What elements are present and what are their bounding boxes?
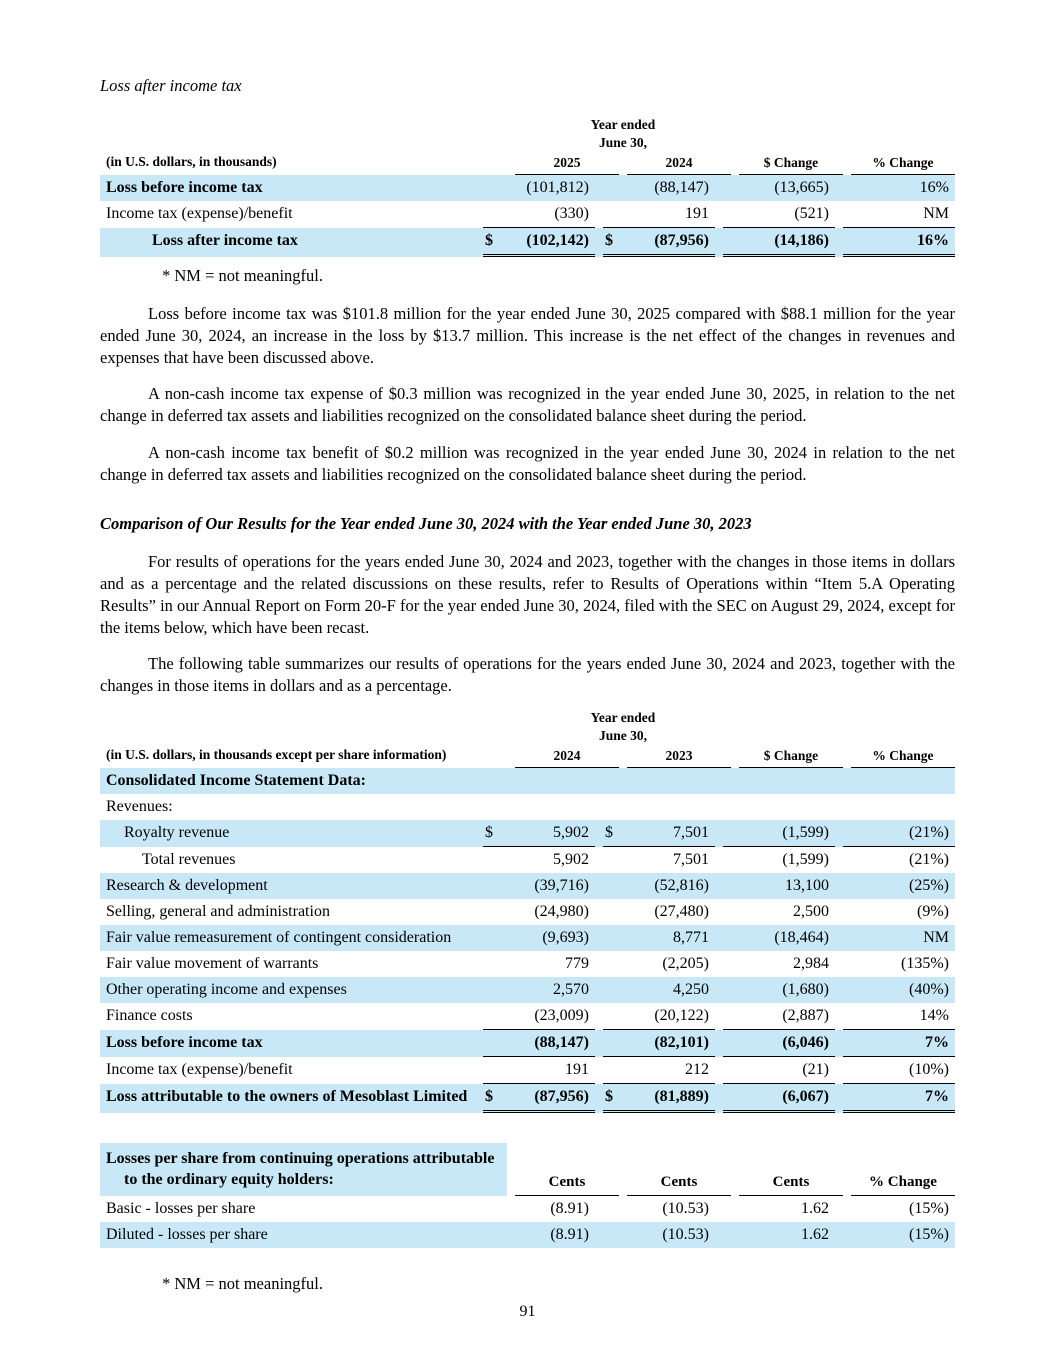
cell-value <box>483 977 595 1003</box>
cell-value <box>843 794 955 820</box>
cell-value <box>603 1222 715 1248</box>
cell-text: (88,147) <box>654 178 709 196</box>
row-label: Loss after income tax <box>152 231 298 249</box>
cell-value <box>843 1057 955 1084</box>
column-header-dollar-change: $ Change <box>739 153 843 175</box>
row-label: Revenues: <box>106 798 173 816</box>
cell-text: (13,665) <box>774 178 829 196</box>
cell-value <box>603 1030 715 1057</box>
column-header-percent-change: % Change <box>851 746 955 768</box>
cell-value <box>603 228 715 257</box>
currency-symbol: $ <box>485 231 493 249</box>
cell-text: (2,887) <box>782 1007 829 1025</box>
cell-value <box>603 768 715 794</box>
cell-value <box>603 1003 715 1030</box>
cell-text: 191 <box>685 204 709 222</box>
paragraph: Loss before income tax was $101.8 million for the year ended June 30, 2025 compared with $88.1 million for the year ended June 30, 2024, an increase in the loss by $13.7 million. This increase is the net effect of the changes in revenues and expenses that have been discussed above. <box>100 303 955 368</box>
period-line2: June 30, <box>598 727 647 743</box>
paragraph: For results of operations for the years ended June 30, 2024 and 2023, together with the changes in those items in dollars and as a percentage and the related discussions on these results, refer to Results of Operations within “Item 5.A Operating Results” in our Annual Report on Form 20-F for the year ended June 30, 2024, filed with the SEC on August 29, 2024, except for the items below, which have been recast. <box>100 551 955 638</box>
cell-value <box>603 873 715 899</box>
column-header-2025: 2025 <box>515 153 619 175</box>
cell-value <box>483 1057 595 1084</box>
cell-value <box>723 951 835 977</box>
cell-value <box>723 873 835 899</box>
cell-value <box>843 768 955 794</box>
cell-text: 8,771 <box>673 929 709 947</box>
cell-text: (9%) <box>917 903 949 921</box>
cell-text: 7,501 <box>673 851 709 869</box>
cell-text: (15%) <box>909 1225 949 1243</box>
spacer <box>739 116 843 151</box>
row-label: Total revenues <box>142 851 236 869</box>
table-row <box>100 201 955 228</box>
column-header-cents-3: Cents <box>739 1171 843 1196</box>
cell-text: (21%) <box>909 824 949 842</box>
cell-text: (14,186) <box>774 231 829 249</box>
cell-text: 191 <box>565 1061 589 1079</box>
table-row <box>100 925 955 951</box>
cell-text: (24,980) <box>534 903 589 921</box>
table-rows <box>100 175 955 257</box>
cell-text: NM <box>923 929 949 947</box>
cell-value <box>603 820 715 847</box>
cell-text: 7% <box>925 1088 949 1106</box>
cell-text: 212 <box>685 1061 709 1079</box>
cell-text: (52,816) <box>654 877 709 895</box>
table-column-headers <box>100 744 955 768</box>
cell-text: (101,812) <box>526 178 589 196</box>
row-label: Consolidated Income Statement Data: <box>106 772 366 790</box>
cell-text: (25%) <box>909 877 949 895</box>
period-label <box>515 116 731 151</box>
table-column-headers <box>100 151 955 175</box>
row-label: Loss before income tax <box>106 178 263 196</box>
column-header-dollar-change: $ Change <box>739 746 843 768</box>
column-header-2024: 2024 <box>627 153 731 175</box>
cell-text: 2,984 <box>793 955 829 973</box>
table-row <box>100 873 955 899</box>
cell-value <box>843 1222 955 1248</box>
cell-text: 1.62 <box>801 1225 829 1243</box>
cell-text: (10%) <box>909 1061 949 1079</box>
table-row <box>100 794 955 820</box>
cell-text: (20,122) <box>654 1007 709 1025</box>
table-row <box>100 977 955 1003</box>
cell-text: (6,067) <box>782 1088 829 1106</box>
cell-value <box>483 768 595 794</box>
footnote-nm: * NM = not meaningful. <box>162 265 323 285</box>
row-label: Diluted - losses per share <box>106 1225 268 1243</box>
cell-value <box>723 1222 835 1248</box>
cell-text: (102,142) <box>526 231 589 249</box>
cell-value <box>843 1196 955 1222</box>
currency-symbol: $ <box>485 1088 493 1106</box>
row-label: Royalty revenue <box>124 824 230 842</box>
cell-value <box>483 175 595 201</box>
cell-value <box>843 201 955 228</box>
cell-value <box>843 1030 955 1057</box>
cell-value <box>723 201 835 228</box>
cell-value <box>603 175 715 201</box>
period-label <box>515 709 731 744</box>
cell-value <box>723 794 835 820</box>
cell-text: (10.53) <box>662 1225 709 1243</box>
cell-value <box>603 794 715 820</box>
cell-text: (88,147) <box>534 1034 589 1052</box>
table-row <box>100 847 955 873</box>
cell-text: (8.91) <box>550 1199 589 1217</box>
cell-value <box>843 228 955 257</box>
cell-value <box>603 1196 715 1222</box>
losses-per-share-header <box>100 1143 507 1195</box>
cell-value <box>483 228 595 257</box>
column-header-percent-change: % Change <box>851 1171 955 1196</box>
cell-text: (21) <box>802 1061 829 1079</box>
cell-text: (8.91) <box>550 1225 589 1243</box>
table-row <box>100 1030 955 1057</box>
cell-value <box>483 847 595 873</box>
cell-text: 14% <box>919 1007 949 1025</box>
table-row <box>100 768 955 794</box>
cell-value <box>483 951 595 977</box>
cell-text: (10.53) <box>662 1199 709 1217</box>
cell-text: (23,009) <box>534 1007 589 1025</box>
cell-text: (1,599) <box>782 851 829 869</box>
currency-symbol: $ <box>605 231 613 249</box>
table-row <box>100 1057 955 1084</box>
cell-value <box>723 175 835 201</box>
table-row <box>100 899 955 925</box>
spacer <box>100 116 507 151</box>
cell-value <box>843 873 955 899</box>
cell-text: 5,902 <box>553 851 589 869</box>
unit-label: (in U.S. dollars, in thousands except per share information) <box>106 747 447 763</box>
cell-text: 2,570 <box>553 981 589 999</box>
paragraph: A non-cash income tax benefit of $0.2 million was recognized in the year ended June 30, 2024 in relation to the net change in deferred tax assets and liabilities recognized on the consolidated balance sheet during the period. <box>100 442 955 484</box>
cell-text: NM <box>923 204 949 222</box>
row-label: Loss before income tax <box>106 1034 263 1052</box>
table-rows <box>100 768 955 1113</box>
column-header-percent-change: % Change <box>851 153 955 175</box>
column-header-cents-2: Cents <box>627 1171 731 1196</box>
cell-value <box>843 847 955 873</box>
cell-value <box>603 925 715 951</box>
cell-value <box>483 1030 595 1057</box>
cell-text: (15%) <box>909 1199 949 1217</box>
row-label: Fair value movement of warrants <box>106 955 319 973</box>
header-line2: to the ordinary equity holders: <box>124 1171 334 1189</box>
section-heading-loss-after-income-tax: Loss after income tax <box>100 76 242 95</box>
cell-text: (9,693) <box>542 929 589 947</box>
table-period-header <box>100 116 955 151</box>
column-header-2024: 2024 <box>515 746 619 768</box>
cell-text: (135%) <box>901 955 949 973</box>
cell-text: 2,500 <box>793 903 829 921</box>
cell-text: (87,956) <box>534 1088 589 1106</box>
cell-value <box>843 899 955 925</box>
unit-label: (in U.S. dollars, in thousands) <box>106 154 277 170</box>
cell-value <box>603 951 715 977</box>
currency-symbol: $ <box>605 1088 613 1106</box>
cell-value <box>483 1084 595 1113</box>
cell-value <box>603 847 715 873</box>
footnote-nm: * NM = not meaningful. <box>162 1273 323 1293</box>
cell-text: (1,599) <box>782 824 829 842</box>
cell-text: (82,101) <box>654 1034 709 1052</box>
spacer <box>739 709 843 744</box>
row-label: Income tax (expense)/benefit <box>106 204 293 222</box>
spacer <box>851 709 955 744</box>
table-period-header <box>100 709 955 744</box>
cell-text: 7% <box>925 1034 949 1052</box>
cell-value <box>723 847 835 873</box>
cell-text: (6,046) <box>782 1034 829 1052</box>
cell-value <box>483 820 595 847</box>
cell-text: 5,902 <box>553 824 589 842</box>
cell-text: 1.62 <box>801 1199 829 1217</box>
header-line1: Losses per share from continuing operations attributable <box>106 1150 495 1168</box>
section-heading-comparison: Comparison of Our Results for the Year ended June 30, 2024 with the Year ended June 30, 2023 <box>100 513 752 533</box>
row-label: Other operating income and expenses <box>106 981 347 999</box>
currency-symbol: $ <box>485 824 493 842</box>
period-line1: Year ended <box>590 117 656 132</box>
table-row <box>100 1196 955 1222</box>
cell-value <box>723 1030 835 1057</box>
cell-value <box>843 1003 955 1030</box>
table-row <box>100 1003 955 1030</box>
row-label: Research & development <box>106 877 268 895</box>
row-label: Selling, general and administration <box>106 903 330 921</box>
cell-value <box>723 925 835 951</box>
cell-text: 16% <box>917 231 949 249</box>
cell-value <box>603 1084 715 1113</box>
loss-after-income-tax-table <box>100 116 955 257</box>
table-column-headers <box>100 1143 955 1195</box>
cell-value <box>483 925 595 951</box>
table-rows <box>100 1196 955 1248</box>
cell-text: (39,716) <box>534 877 589 895</box>
row-label: Loss attributable to the owners of Mesoblast Limited <box>106 1088 468 1106</box>
row-label: Income tax (expense)/benefit <box>106 1061 293 1079</box>
period-line1: Year ended <box>590 710 656 726</box>
cell-value <box>843 1084 955 1113</box>
row-label: Basic - losses per share <box>106 1199 256 1217</box>
cell-value <box>723 1057 835 1084</box>
cell-value <box>843 175 955 201</box>
losses-per-share-table <box>100 1143 955 1247</box>
table-row <box>100 228 955 257</box>
spacer <box>100 709 507 744</box>
page-number: 91 <box>519 1303 536 1320</box>
cell-value <box>723 1196 835 1222</box>
cell-text: 4,250 <box>673 981 709 999</box>
cell-value <box>603 899 715 925</box>
cell-value <box>723 768 835 794</box>
cell-value <box>723 1003 835 1030</box>
cell-value <box>483 1222 595 1248</box>
cell-text: (18,464) <box>774 929 829 947</box>
cell-text: 779 <box>565 955 589 973</box>
cell-value <box>483 1003 595 1030</box>
cell-value <box>843 977 955 1003</box>
table-row <box>100 1084 955 1113</box>
cell-value <box>843 925 955 951</box>
cell-value <box>723 1084 835 1113</box>
cell-value <box>843 820 955 847</box>
column-header-cents-1: Cents <box>515 1171 619 1196</box>
cell-value <box>723 228 835 257</box>
paragraph: The following table summarizes our results of operations for the years ended June 30, 2024 and 2023, together with the changes in those items in dollars and as a percentage. <box>100 654 955 696</box>
cell-text: 13,100 <box>785 877 829 895</box>
cell-value <box>483 873 595 899</box>
table-row <box>100 820 955 847</box>
cell-value <box>723 820 835 847</box>
cell-value <box>483 899 595 925</box>
row-label: Fair value remeasurement of contingent consideration <box>106 929 452 947</box>
table-row <box>100 175 955 201</box>
cell-text: (1,680) <box>782 981 829 999</box>
cell-text: (27,480) <box>654 903 709 921</box>
table-row <box>100 951 955 977</box>
period-line2: June 30, <box>598 134 647 150</box>
cell-text: (81,889) <box>654 1088 709 1106</box>
cell-text: 16% <box>919 178 949 196</box>
cell-value <box>843 951 955 977</box>
cell-value <box>483 201 595 228</box>
cell-value <box>723 899 835 925</box>
table-row <box>100 1222 955 1248</box>
consolidated-income-statement-table <box>100 709 955 1113</box>
cell-text: (40%) <box>909 981 949 999</box>
cell-text: (21%) <box>909 851 949 869</box>
paragraph: A non-cash income tax expense of $0.3 million was recognized in the year ended June 30, 2025, in relation to the net change in deferred tax assets and liabilities recognized on the consolidated balance sheet during the period. <box>100 384 955 426</box>
cell-value <box>483 1196 595 1222</box>
cell-value <box>483 794 595 820</box>
cell-text: (330) <box>554 204 589 222</box>
column-header-2023: 2023 <box>627 746 731 768</box>
cell-text: (521) <box>794 204 829 222</box>
cell-value <box>603 201 715 228</box>
cell-text: (2,205) <box>662 955 709 973</box>
cell-value <box>603 1057 715 1084</box>
spacer <box>851 116 955 151</box>
row-label: Finance costs <box>106 1007 193 1025</box>
cell-value <box>723 977 835 1003</box>
currency-symbol: $ <box>605 824 613 842</box>
cell-value <box>603 977 715 1003</box>
cell-text: (87,956) <box>654 231 709 249</box>
cell-text: 7,501 <box>673 824 709 842</box>
